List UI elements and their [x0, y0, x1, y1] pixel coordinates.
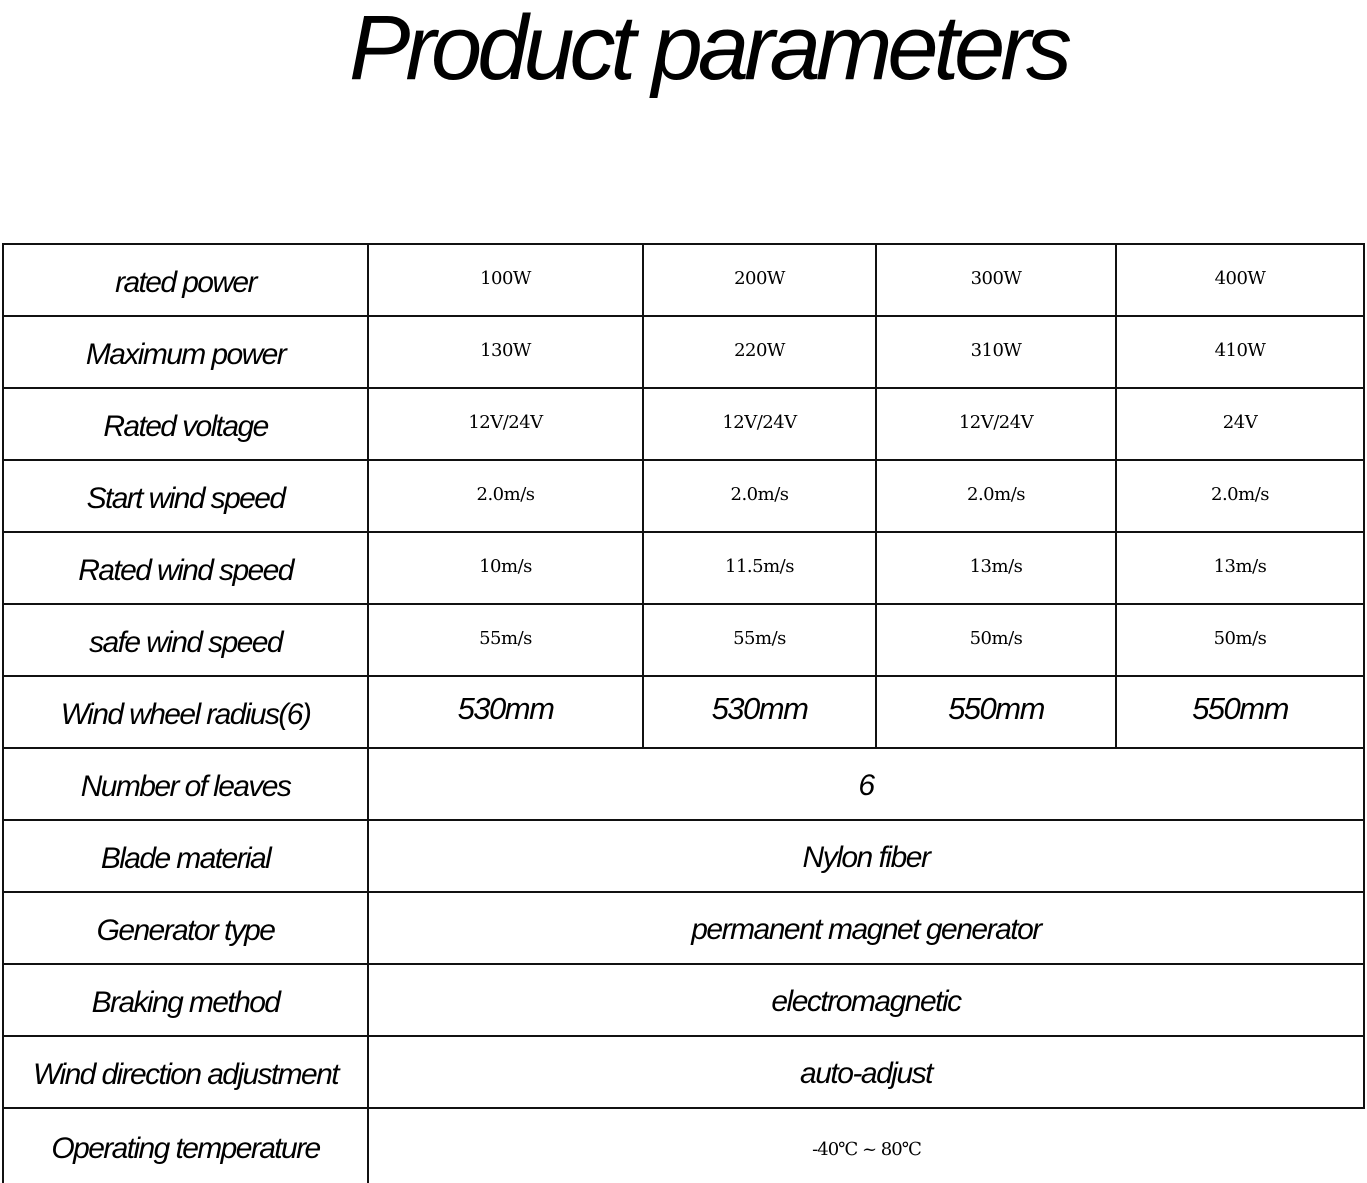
value-cell: 300W — [876, 244, 1116, 316]
row-label: Start wind speed — [3, 460, 368, 532]
row-label: safe wind speed — [3, 604, 368, 676]
value-cell: 55m/s — [368, 604, 643, 676]
value-cell: 11.5m/s — [643, 532, 876, 604]
shared-value-cell: 6 — [368, 748, 1364, 820]
value-cell: 12V/24V — [876, 388, 1116, 460]
parameters-table — [2, 243, 1365, 1183]
row-label: Wind wheel radius(6) — [3, 676, 368, 748]
value-cell: 24V — [1116, 388, 1364, 460]
table-row — [3, 244, 1364, 316]
value-cell: 2.0m/s — [1116, 460, 1364, 532]
table-row — [3, 820, 1364, 892]
value-cell: 550mm — [1116, 676, 1364, 748]
value-cell: 50m/s — [876, 604, 1116, 676]
table-row — [3, 964, 1364, 1036]
row-label: Rated wind speed — [3, 532, 368, 604]
page-title: Product parameters — [349, 0, 1067, 99]
shared-value-cell: Nylon fiber — [368, 820, 1364, 892]
table-row — [3, 316, 1364, 388]
table-row — [3, 388, 1364, 460]
shared-value-cell: -40℃ ~ 80℃ — [368, 1108, 1364, 1183]
table-row — [3, 676, 1364, 748]
row-label: Rated voltage — [3, 388, 368, 460]
row-label: Wind direction adjustment — [3, 1036, 368, 1108]
row-label: Maximum power — [3, 316, 368, 388]
table-row — [3, 748, 1364, 820]
row-label: Blade material — [3, 820, 368, 892]
value-cell: 400W — [1116, 244, 1364, 316]
value-cell: 13m/s — [876, 532, 1116, 604]
table-row — [3, 1108, 1364, 1183]
table-row — [3, 532, 1364, 604]
value-cell: 410W — [1116, 316, 1364, 388]
value-cell: 12V/24V — [643, 388, 876, 460]
value-cell: 13m/s — [1116, 532, 1364, 604]
value-cell: 12V/24V — [368, 388, 643, 460]
value-cell: 2.0m/s — [876, 460, 1116, 532]
shared-value-cell: permanent magnet generator — [368, 892, 1364, 964]
value-cell: 2.0m/s — [368, 460, 643, 532]
row-label: Number of leaves — [3, 748, 368, 820]
shared-value-cell: auto-adjust — [368, 1036, 1364, 1108]
shared-value-cell: electromagnetic — [368, 964, 1364, 1036]
table-row — [3, 892, 1364, 964]
value-cell: 55m/s — [643, 604, 876, 676]
value-cell: 100W — [368, 244, 643, 316]
value-cell: 2.0m/s — [643, 460, 876, 532]
table-row — [3, 604, 1364, 676]
table-row — [3, 460, 1364, 532]
table-row — [3, 1036, 1364, 1108]
value-cell: 220W — [643, 316, 876, 388]
value-cell: 550mm — [876, 676, 1116, 748]
value-cell: 310W — [876, 316, 1116, 388]
row-label: Braking method — [3, 964, 368, 1036]
value-cell: 50m/s — [1116, 604, 1364, 676]
value-cell: 130W — [368, 316, 643, 388]
value-cell: 530mm — [643, 676, 876, 748]
row-label: Generator type — [3, 892, 368, 964]
row-label: rated power — [3, 244, 368, 316]
row-label: Operating temperature — [3, 1108, 368, 1183]
value-cell: 200W — [643, 244, 876, 316]
value-cell: 10m/s — [368, 532, 643, 604]
value-cell: 530mm — [368, 676, 643, 748]
